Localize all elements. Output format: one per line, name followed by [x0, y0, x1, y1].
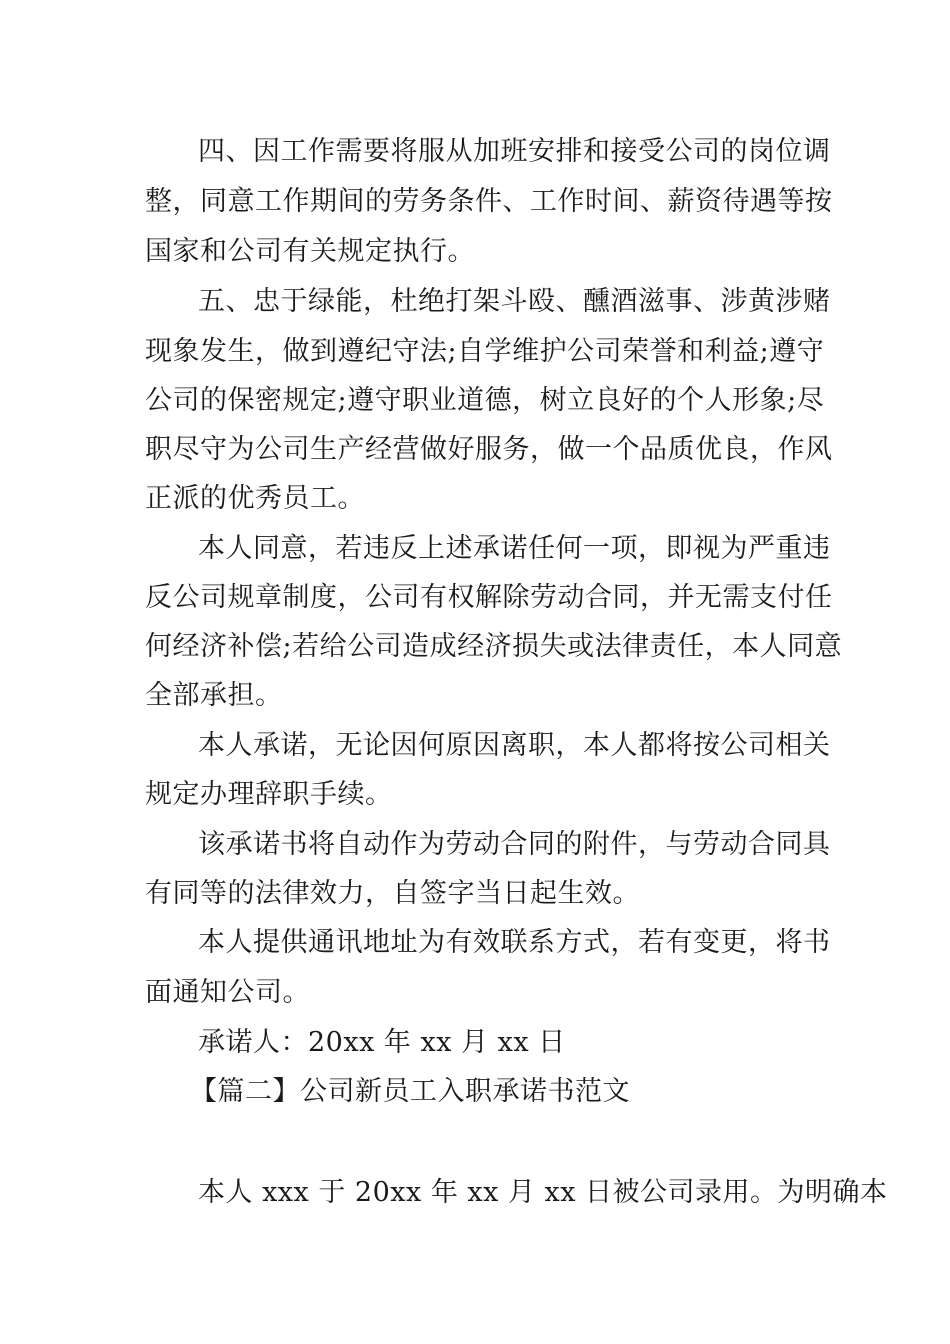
paragraph-line: 何经济补偿;若给公司造成经济损失或法律责任，本人同意: [145, 631, 843, 662]
paragraph-line: 面通知公司。: [145, 977, 310, 1008]
paragraph-line: 整，同意工作期间的劳务条件、工作时间、薪资待遇等按: [145, 186, 833, 217]
paragraph-line: 本人 xxx 于 20xx 年 xx 月 xx 日被公司录用。为明确本: [198, 1177, 888, 1208]
paragraph-line: 本人承诺，无论因何原因离职，本人都将按公司相关: [198, 730, 831, 761]
paragraph-line: 现象发生，做到遵纪守法;自学维护公司荣誉和利益;遵守: [145, 336, 825, 367]
paragraph-line: 本人提供通讯地址为有效联系方式，若有变更，将书: [198, 927, 831, 958]
paragraph-line: 五、忠于绿能，杜绝打架斗殴、醺酒滋事、涉黄涉赌: [198, 286, 831, 317]
paragraph-line: 公司的保密规定;遵守职业道德，树立良好的个人形象;尽: [145, 385, 825, 416]
paragraph-line: 全部承担。: [145, 680, 283, 711]
paragraph-line: 正派的优秀员工。: [145, 483, 365, 514]
section-heading: 【篇二】公司新员工入职承诺书范文: [190, 1076, 630, 1107]
paragraph-line: 本人同意，若违反上述承诺任何一项，即视为严重违: [198, 533, 831, 564]
paragraph-line: 国家和公司有关规定执行。: [145, 236, 475, 267]
paragraph-line: 该承诺书将自动作为劳动合同的附件，与劳动合同具: [198, 829, 831, 860]
paragraph-line: 规定办理辞职手续。: [145, 779, 393, 810]
paragraph-line: 反公司规章制度，公司有权解除劳动合同，并无需支付任: [145, 582, 833, 613]
paragraph-line: 职尽守为公司生产经营做好服务，做一个品质优良，作风: [145, 434, 833, 465]
paragraph-line: 四、因工作需要将服从加班安排和接受公司的岗位调: [198, 136, 831, 167]
paragraph-line: 有同等的法律效力，自签字当日起生效。: [145, 878, 640, 909]
signature-line: 承诺人：20xx 年 xx 月 xx 日: [198, 1027, 566, 1058]
